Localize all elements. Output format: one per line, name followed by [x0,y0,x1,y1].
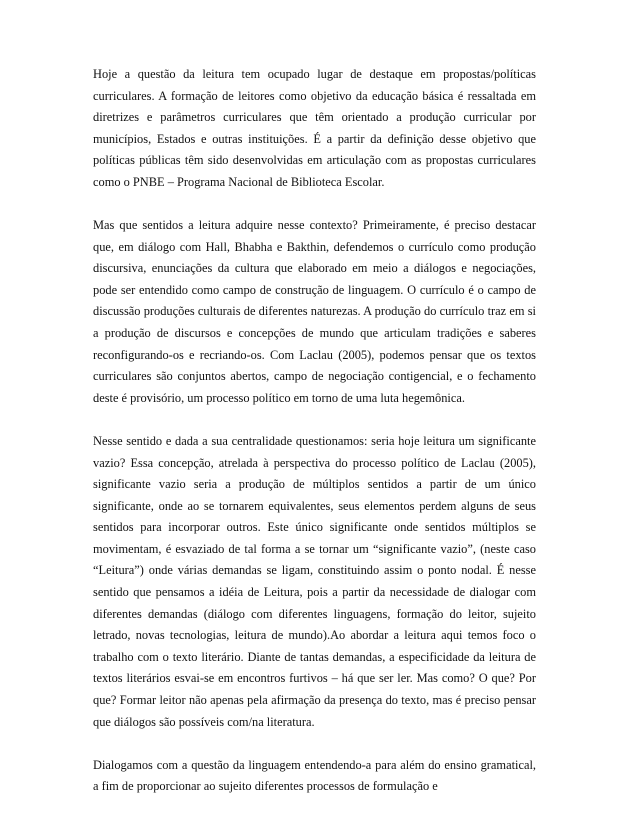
paragraph-sentidos-leitura: Mas que sentidos a leitura adquire nesse contexto? Primeiramente, é preciso destacar que, em diálogo com Hall, Bhabha e Bakthin, defendemos o currículo como produção discursiva, enunciações da cultura que elaborado em meio a diálogos e negociações, pode ser entendido como campo de construção de linguagem. O currículo é o campo de discussão produções culturais de diferentes naturezas. A produção do currículo traz em si a produção de discursos e concepções de mundo que articulam tradições e saberes reconfigurando-os e recriando-os. Com Laclau (2005), podemos pensar que os textos curriculares são conjuntos abertos, campo de negociação contigencial, e o fechamento deste é provisório, um processo político em torno de uma luta hegemônica. [93,218,536,405]
document-page [93,64,536,819]
paragraph-leitura-politicas: Hoje a questão da leitura tem ocupado lugar de destaque em propostas/políticas curriculares. A formação de leitores como objetivo da educação básica é ressaltada em diretrizes e parâmetros curriculares que têm orientado a produção curricular por municípios, Estados e outras instituições. É a partir da definição desse objetivo que políticas públicas têm sido desenvolvidas em articulação com as propostas curriculares como o PNBE – Programa Nacional de Biblioteca Escolar. [93,67,536,189]
paragraph-linguagem: Dialogamos com a questão da linguagem entendendo-a para além do ensino gramatical, a fim de proporcionar ao sujeito diferentes processos de formulação e [93,757,536,794]
paragraph-significante-vazio: Nesse sentido e dada a sua centralidade questionamos: seria hoje leitura um significante vazio? Essa concepção, atrelada à perspectiva do processo político de Laclau (2005), significante vazio seria a produção de múltiplos sentidos a partir de um único significante, onde ao se tornarem equivalentes, seus elementos perdem alguns de seus sentidos para incorporar outros. Este único significante onde sentidos múltiplos se movimentam, é esvaziado de tal forma a se tornar um “significante vazio”, (neste caso “Leitura”) onde várias demandas se ligam, constituindo assim o ponto nodal. É nesse sentido que pensamos a idéia de Leitura, pois a partir da necessidade de dialogar com diferentes demandas (diálogo com diferentes linguagens, formação do leitor, sujeito letrado, novas tecnologias, leitura de mundo).Ao abordar a leitura aqui temos foco o trabalho com o texto literário. Diante de tantas demandas, a especificidade da leitura de textos literários esvai-se em encontros furtivos – há que ser ler. Mas como? O que? Por que? Formar leitor não apenas pela afirmação da presença do texto, mas é preciso pensar que diálogos são possíveis com/na literatura. [93,433,536,729]
